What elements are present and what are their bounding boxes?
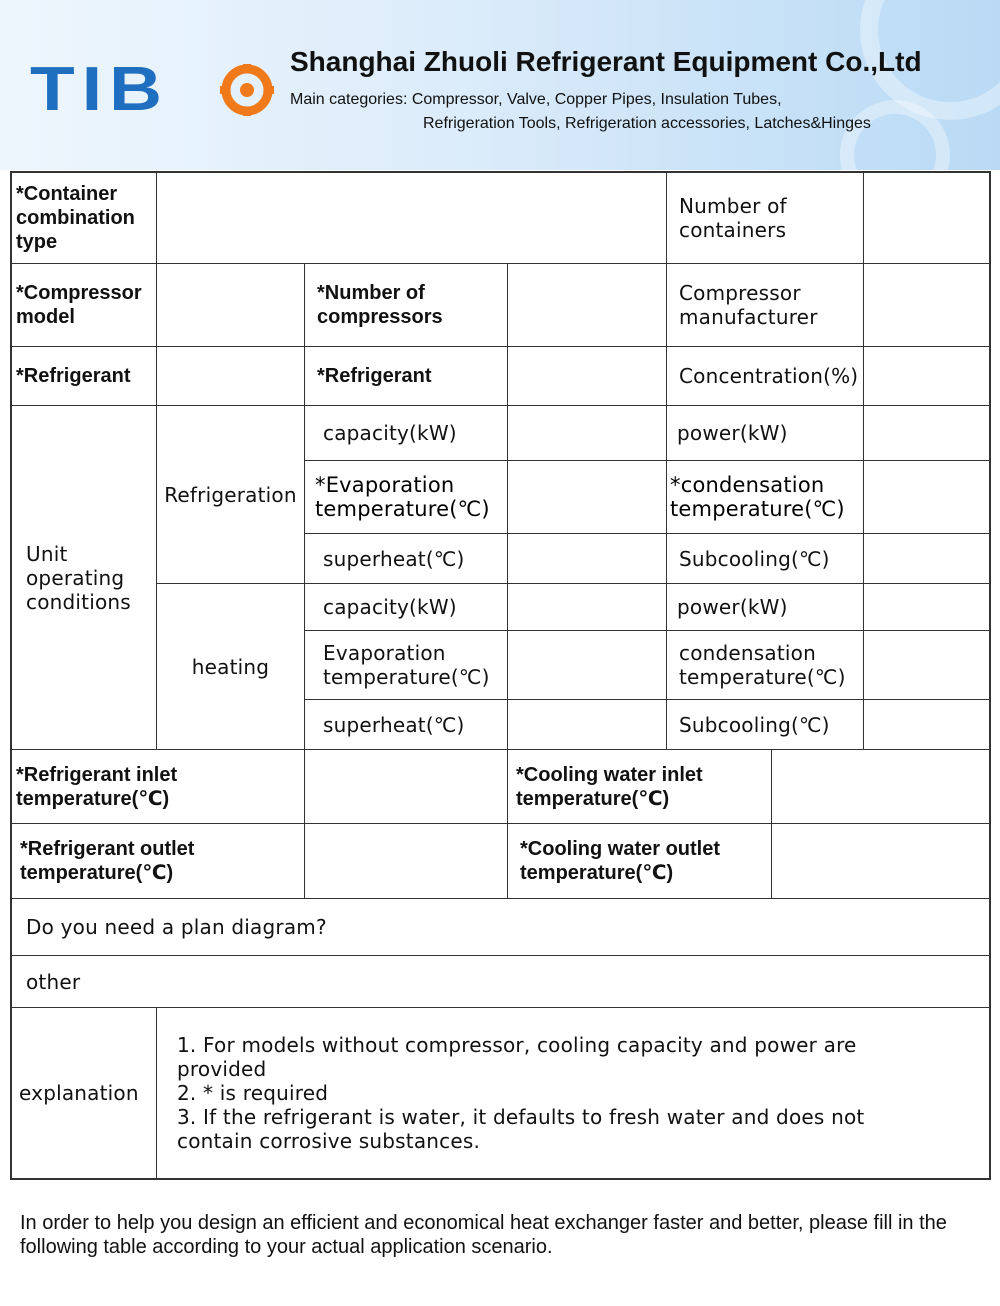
company-name: Shanghai Zhuoli Refrigerant Equipment Co.,Ltd: [290, 46, 922, 77]
number-of-containers-label: Number of containers: [666, 172, 864, 264]
heating-condensation-label: condensation temperature(℃): [666, 630, 864, 700]
compressor-model-input[interactable]: [156, 263, 305, 347]
concentration-input[interactable]: [863, 346, 990, 406]
heating-subcooling-label: Subcooling(℃): [666, 699, 864, 750]
refrigeration-power-input[interactable]: [863, 405, 990, 461]
refrigerant-outlet-label: *Refrigerant outlet temperature(℃): [11, 823, 305, 899]
number-of-compressors-label: *Number of compressors: [304, 263, 508, 347]
refrigeration-capacity-label: capacity(kW): [304, 405, 508, 461]
heating-capacity-label: capacity(kW): [304, 583, 508, 631]
explanation-content: [156, 1007, 990, 1179]
logo-gear-icon: [220, 64, 274, 116]
refrigerant-inlet-label: *Refrigerant inlet temperature(℃): [11, 749, 305, 824]
company-logo: [30, 55, 170, 124]
explanation-label: explanation: [11, 1007, 157, 1179]
refrigeration-evaporation-input[interactable]: [507, 460, 667, 534]
refrigerant-outlet-input[interactable]: [304, 823, 508, 899]
refrigerant-input-2[interactable]: [507, 346, 667, 406]
explanation-list: [177, 1033, 877, 1153]
heating-evaporation-input[interactable]: [507, 630, 667, 700]
refrigerant-inlet-input[interactable]: [304, 749, 508, 824]
refrigeration-label: Refrigeration: [156, 405, 305, 584]
refrigeration-capacity-input[interactable]: [507, 405, 667, 461]
explanation-item: 1. For models without compressor, cooling capacity and power are provided: [177, 1033, 857, 1081]
refrigeration-superheat-label: superheat(℃): [304, 533, 508, 584]
number-of-compressors-input[interactable]: [507, 263, 667, 347]
other-row[interactable]: other: [11, 955, 990, 1008]
unit-operating-conditions-label: Unit operating conditions: [11, 405, 157, 750]
refrigeration-evaporation-label: *Evaporation temperature(℃): [304, 460, 508, 534]
cooling-water-inlet-input[interactable]: [771, 749, 990, 824]
refrigeration-power-label: power(kW): [666, 405, 864, 461]
refrigeration-condensation-input[interactable]: [863, 460, 990, 534]
container-type-label: *Container combination type: [11, 172, 157, 264]
refrigerant-label: *Refrigerant: [11, 346, 157, 406]
compressor-model-label: *Compressor model: [11, 263, 157, 347]
cooling-water-inlet-label: *Cooling water inlet temperature(℃): [507, 749, 772, 824]
heating-superheat-input[interactable]: [507, 699, 667, 750]
cooling-water-outlet-label: *Cooling water outlet temperature(℃): [507, 823, 772, 899]
refrigeration-condensation-label: *condensation temperature(℃): [666, 460, 864, 534]
refrigeration-subcooling-input[interactable]: [863, 533, 990, 584]
header-banner: [0, 0, 1000, 170]
container-type-input[interactable]: [156, 172, 667, 264]
heating-label: heating: [156, 583, 305, 750]
explanation-item: 3. If the refrigerant is water, it defaults to fresh water and does not contain corrosive substances.: [177, 1105, 865, 1153]
cooling-water-outlet-input[interactable]: [771, 823, 990, 899]
number-of-containers-input[interactable]: [863, 172, 990, 264]
logo-text: TIB: [30, 55, 170, 124]
heating-power-input[interactable]: [863, 583, 990, 631]
heating-capacity-input[interactable]: [507, 583, 667, 631]
heating-evaporation-label: Evaporation temperature(℃): [304, 630, 508, 700]
heating-power-label: power(kW): [666, 583, 864, 631]
refrigeration-superheat-input[interactable]: [507, 533, 667, 584]
compressor-manufacturer-input[interactable]: [863, 263, 990, 347]
heating-condensation-input[interactable]: [863, 630, 990, 700]
categories-line-2: Refrigeration Tools, Refrigeration accessories, Latches&Hinges: [423, 115, 871, 132]
refrigerant-label-2: *Refrigerant: [304, 346, 508, 406]
heating-subcooling-input[interactable]: [863, 699, 990, 750]
plan-diagram-row[interactable]: Do you need a plan diagram?: [11, 898, 990, 956]
compressor-manufacturer-label: Compressor manufacturer: [666, 263, 864, 347]
footer-note: In order to help you design an efficient and economical heat exchanger faster and better, please fill in the following table according to your actual application scenario.: [20, 1212, 947, 1258]
heating-superheat-label: superheat(℃): [304, 699, 508, 750]
refrigerant-input[interactable]: [156, 346, 305, 406]
concentration-label: Concentration(%): [666, 346, 864, 406]
categories-line-1: Main categories: Compressor, Valve, Copper Pipes, Insulation Tubes,: [290, 91, 782, 108]
refrigeration-subcooling-label: Subcooling(℃): [666, 533, 864, 584]
explanation-item: 2. * is required: [177, 1081, 329, 1105]
